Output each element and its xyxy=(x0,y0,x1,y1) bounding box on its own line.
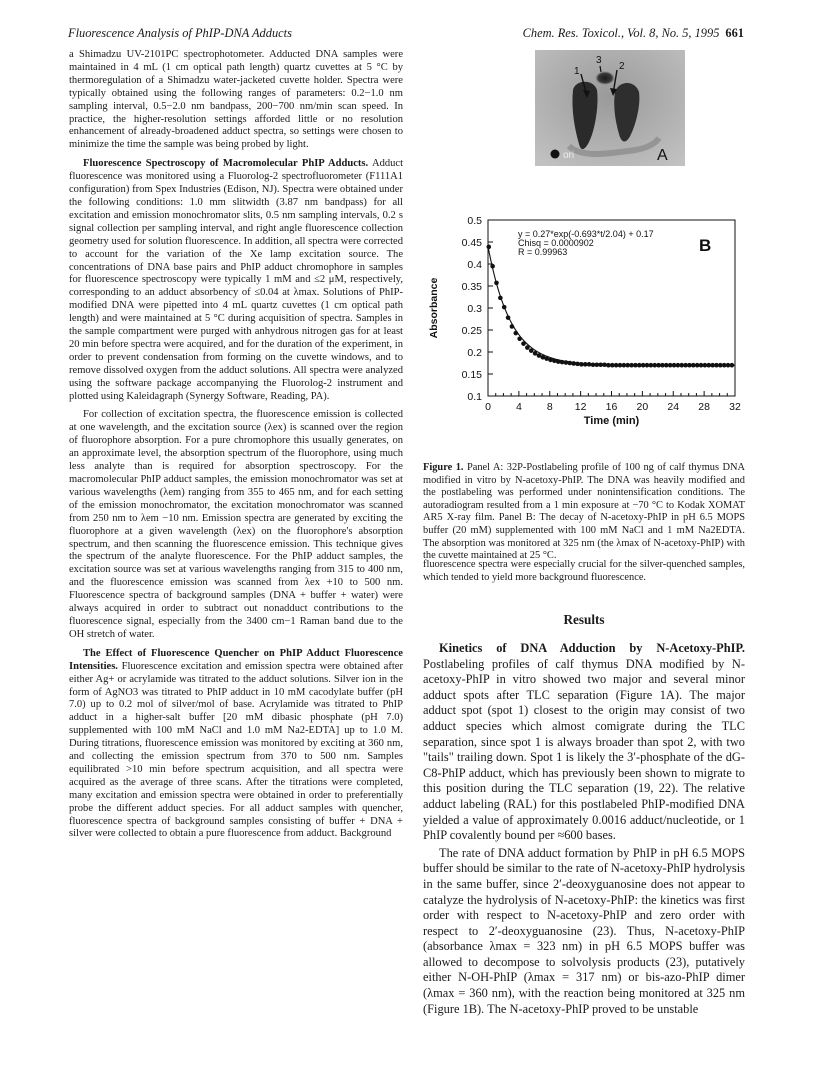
x-tick-label: 32 xyxy=(729,401,741,413)
data-point xyxy=(490,264,495,269)
x-tick-label: 28 xyxy=(698,401,710,413)
y-tick-label: 0.25 xyxy=(461,325,482,337)
fit-curve xyxy=(488,246,735,365)
y-tick-label: 0.35 xyxy=(461,281,482,293)
running-title: Fluorescence Analysis of PhIP-DNA Adducts xyxy=(68,26,292,40)
journal-info: Chem. Res. Toxicol., Vol. 8, No. 5, 1995 xyxy=(522,26,720,40)
x-tick-label: 16 xyxy=(605,401,618,413)
fit-chisq: Chisq = 0.0000902 xyxy=(518,238,594,248)
y-tick-label: 0.3 xyxy=(467,303,482,315)
y-tick-label: 0.4 xyxy=(467,259,482,271)
paragraph-spectrophotometer: a Shimadzu UV-2101PC spectrophotometer. Adducted DNA samples were maintained in 4 mL (1 cm optical path length) quartz cuvettes at 5 °C by thermoregulation of a Shimadzu water-jacketed cuvette holder. Spectra were typically obtained using the following ranges of parameters: 0.2−1.0 nm sampling interval, 0.5−2.0 nm bandpass, 200−700 nm/min scan speed. In practice, the higher-resolution settings afforded little or no resolution enhancement of already-broadened adduct spectra, so settings were chosen to minimize the time the sample was being probed by light. xyxy=(69,49,403,151)
data-point xyxy=(529,348,534,353)
y-tick-label: 0.2 xyxy=(467,347,482,359)
section-kinetics xyxy=(423,641,745,844)
data-point xyxy=(525,345,530,350)
page-number: 661 xyxy=(725,26,744,40)
data-point xyxy=(494,281,499,286)
data-point xyxy=(498,296,503,301)
journal-citation xyxy=(523,26,744,41)
left-column xyxy=(69,49,403,1049)
fit-r-value: R = 0.99963 xyxy=(518,247,568,257)
origin-label: ori xyxy=(563,150,575,161)
data-point xyxy=(510,324,515,329)
data-point xyxy=(521,341,526,346)
label-spot-3: 3 xyxy=(596,55,602,66)
label-spot-1: 1 xyxy=(574,66,580,77)
x-tick-label: 0 xyxy=(485,401,491,413)
fit-equation: y = 0.27*exp(-0.693*t/2.04) + 0.17 xyxy=(518,229,654,239)
section-title-fluorescence-spectroscopy: Fluorescence Spectroscopy of Macromolecular PhIP Adducts. xyxy=(83,158,369,170)
results-heading: Results xyxy=(563,612,605,627)
caption-text: Panel A: 32P-Postlabeling profile of 100 ng of calf thymus DNA modified in vitro by N-acetoxy-PhIP. The DNA was heavily modified and the postlabeling was performed under nonintensification conditions. The autoradiogram resulted from a 1 min exposure at −70 °C to Kodak XOMAT AR5 X-ray film. Panel B: The decay of N-acetoxy-PhIP in pH 6.5 MOPS buffer (20 mM) supplemented with 100 mM NaCl and 1 mM Na2EDTA. The absorption was monitored at 325 nm (the λmax of N-acetoxy-PhIP) with the cuvette maintained at 25 °C. xyxy=(423,462,745,562)
x-tick-label: 20 xyxy=(636,401,649,413)
figure-1-caption xyxy=(423,462,745,563)
section-fluorescence-quencher xyxy=(69,648,403,842)
data-point xyxy=(513,331,518,336)
x-axis-label: Time (min) xyxy=(583,415,640,427)
y-tick-label: 0.15 xyxy=(461,369,482,381)
data-point xyxy=(502,305,507,310)
x-tick-label: 4 xyxy=(515,401,522,413)
caption-label: Figure 1. xyxy=(423,462,464,473)
paragraph-excitation-spectra: For collection of excitation spectra, the fluorescence emission is collected at one wavelength, and the excitation source (λex) is scanned over the region of fluorophore absorption. For a pure chromophore this usually generates, on an approximate level, the absorption spectrum of the fluorophore, using much less analyte than is required for absorption spectroscopy. For the macromolecular PhIP adduct samples, the emission monochromator was set at various wavelengths (λem) ranging from 355 to 465 nm, and for each setting of the emission monochromator, the excitation monochromator was scanned from 250 nm to λem −10 nm. Emission spectra are generated by exciting the fluorophore at a given wavelength (λex) on the fluorophore's absorption spectrum, and then scanning the fluorescence emission. This technique gives the spectrum of the analyte fluorescence. For the PhIP adduct samples, the excitation source was set at various wavelengths ranging from 315 to 400 nm, and the fluorescence emission was scanned from λex +10 to 500 nm. Fluorescence spectra of background samples (DNA + buffer + water) were always acquired in order to subtract out nonadduct contributions to the fluorescence signal, especially from the 3400 cm−1 Raman band due to the OH stretch of water. xyxy=(69,409,403,640)
adduct-spot-3 xyxy=(595,71,615,85)
data-point xyxy=(533,351,538,356)
data-point xyxy=(548,358,553,363)
running-header xyxy=(68,26,744,42)
figure-1a-autoradiogram xyxy=(535,50,685,166)
section-title-kinetics: Kinetics of DNA Adduction by N-Acetoxy-PhIP. xyxy=(439,641,745,655)
y-tick-label: 0.1 xyxy=(467,391,482,403)
section-body-fluorescence-quencher: Fluorescence excitation and emission spectra were obtained after either Ag+ or acrylamide was titrated to the adduct solutions. Silver ion in the form of AgNO3 was titrated to PhIP adduct in 10 mM cacodylate buffer (pH 7.0) up to 0.2 mol of silver/mol of base. Acrylamide was titrated to PhIP adduct in a higher-salt buffer [20 mM dibasic phosphate (pH 7.0) supplemented with 100 mM NaCl and 1.0 mM Na2-EDTA] up to 1.0 M. During titrations, fluorescence emission was monitored by exciting at 360 nm, and collecting the emission spectrum from 370 to 500 nm. Samples equilibrated >10 min before spectrum acquisition, and all spectra were acquired as the average of three scans. After the titrations were completed, many excitation and emission spectra were obtained in order to preferentially probe the different adduct species. For all adduct samples with quencher, fluorescence spectra of background samples consisting of buffer + DNA + silver were collected to obtain a pure fluorescence from adduct. Background xyxy=(69,660,403,840)
section-title-fluorescence-quencher: The Effect of Fluorescence Quencher on PhIP Adduct Fluorescence Intensities. xyxy=(69,647,403,672)
data-point xyxy=(730,363,735,368)
data-point xyxy=(552,359,557,364)
panel-label-a: A xyxy=(657,147,668,164)
paragraph-background-spectra: fluorescence spectra were especially crucial for the silver-quenched samples, which tended to yield more background fluorescence. xyxy=(423,559,745,583)
x-tick-label: 8 xyxy=(546,401,553,413)
label-spot-2: 2 xyxy=(619,61,625,72)
results-body xyxy=(423,641,745,1017)
section-body-kinetics: Postlabeling profiles of calf thymus DNA modified by N-acetoxy-PhIP in vitro showed two major and several minor adduct spots after TLC separation (Figure 1A). The major adduct spot (spot 1) closest to the origin may consist of two adduct species which almost comigrate during the TLC separation, since spot 1 is always broader than spot 2, with two "tails" trailing down. Spot 1 is likely the 3′-phosphate of the dG-C8-PhIP adduct, which has previously been shown to migrate to this position during the TLC separation (19, 22). The relative adduct labeling (RAL) for this postlabeled PhIP-modified DNA yielded a value of approximately 0.0016 adduct/nucleotide, or 1 PhIP covalently bound per ≈600 bases. xyxy=(423,656,745,843)
figure-1b-chart xyxy=(423,210,747,444)
section-body-fluorescence-spectroscopy: Adduct fluorescence was monitored using a Fluorolog-2 spectrofluorometer (F111A1 configuration) from Spex Industries (Edison, NJ). Spectra were obtained under the following conditions: 1.0 mm slitwidth (3.87 nm bandpass) for all excitation and emission monochromator slits, 0.5 nm sampling intervals, 0.2 s signal collection per sampling interval, and right angle fluorescence collection geometry used for solution fluorescence. In addition, all spectra were corrected to account for the variation of the Xe lamp excitation source. The concentrations of DNA base pairs and PhIP adduct chromophore in samples for fluorescence spectroscopy were typically 1 mM and ≤2 μM, respectively, corresponding to an adduct absorbency of ≤0.04 at λmax. Solutions of PhIP-modified DNA were pipetted into 4 mL quartz cuvettes (1 cm optical path length) and were maintained at 5 °C during acquisition of spectra. Samples in the sample compartment were purged with anhydrous nitrogen gas for at least 20 min before spectra were acquired, and for the duration of the experiment, in order to prevent condensation from forming on the cuvette windows, and to remove dissolved oxygen from the adduct solutions. All spectra were analyzed using the software package accompanying the Fluorolog-2 instrument and plotted using Kaleidagraph (Synergy Software, Reading, PA). xyxy=(69,158,404,402)
x-tick-label: 12 xyxy=(574,401,587,413)
data-point xyxy=(517,337,522,342)
paragraph-adduct-formation-rate: The rate of DNA adduct formation by PhIP in pH 6.5 MOPS buffer should be similar to the rate of N-acetoxy-PhIP hydrolysis in the same buffer, since 2′-deoxyguanosine does not appear to catalyze the hydrolysis of N-acetoxy-PhIP: the kinetics was first order with respect to N-acetoxy-PhIP and zero order with respect to 2′-deoxyguanosine (23). Thus, N-acetoxy-PhIP (absorbance λmax = 323 nm) in pH 6.5 MOPS buffer was allowed to decompose to solvolysis products (23), putatively either N-OH-PhIP (λmax = 317 nm) or bis-azo-PhIP dimer (λmax = 360 nm), with the reaction being monitored at 325 nm (Figure 1B). The N-acetoxy-PhIP proved to be unstable xyxy=(423,845,745,1016)
section-fluorescence-spectroscopy xyxy=(69,158,403,403)
data-point xyxy=(506,315,511,320)
x-tick-label: 24 xyxy=(667,401,680,413)
y-tick-label: 0.45 xyxy=(461,237,482,249)
y-axis-label: Absorbance xyxy=(428,277,440,339)
origin-marker xyxy=(551,150,560,159)
y-tick-label: 0.5 xyxy=(467,215,482,227)
panel-label-b: B xyxy=(699,236,712,255)
data-point xyxy=(486,245,491,250)
